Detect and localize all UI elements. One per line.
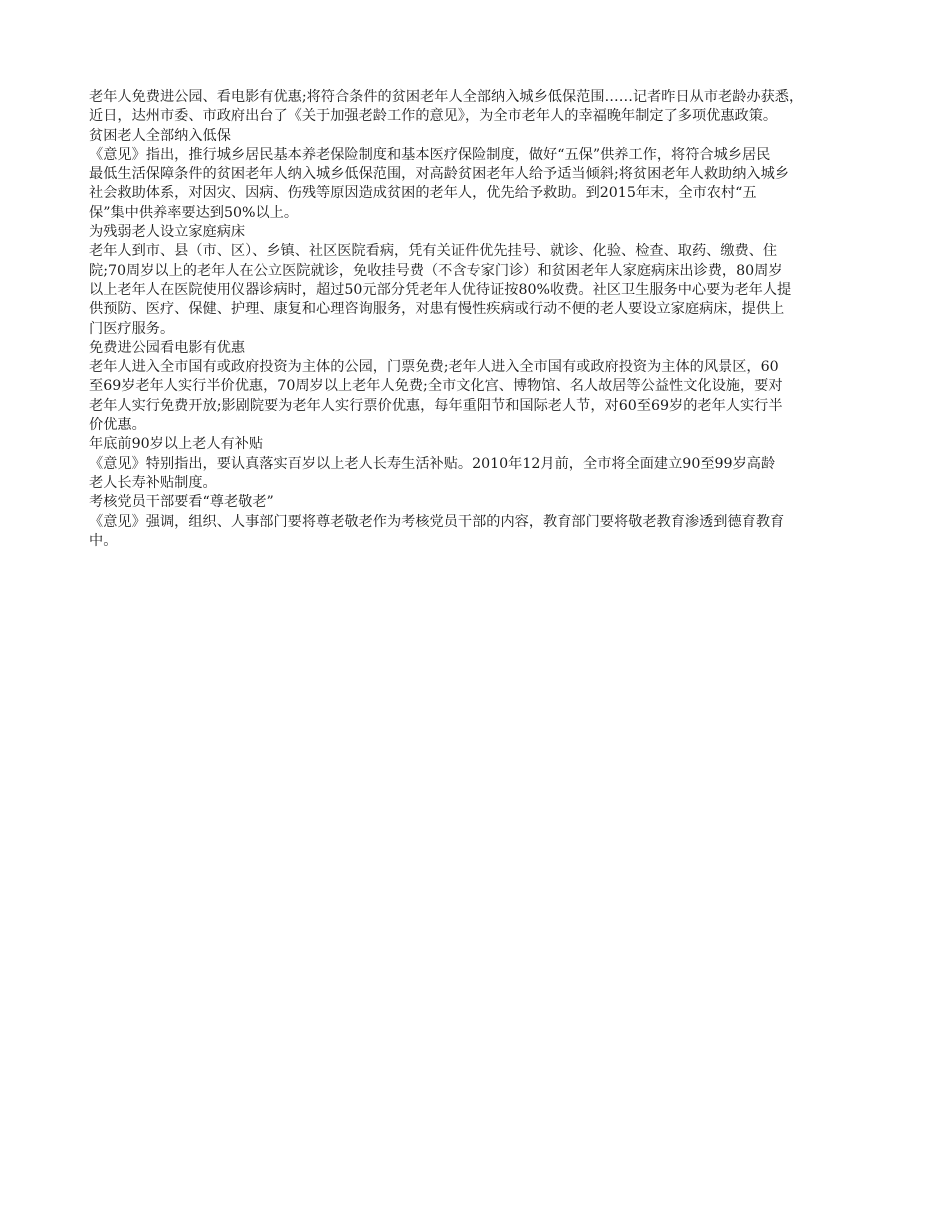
- document-body: [89, 88, 865, 551]
- section-paragraph-longevity-subsidy: 《意见》特别指出，要认真落实百岁以上老人长寿生活补贴。2010年12月前，全市将全面建立90至99岁高龄 老人长寿补贴制度。: [89, 455, 776, 491]
- intro-paragraph: 老年人免费进公园、看电影有优惠;将符合条件的贫困老年人全部纳入城乡低保范围……记者昨日从市老龄办获悉， 近日，达州市委、市政府出台了《关于加强老龄工作的意见》，为全市老年人的幸福晚年制定了多项优惠政策。: [89, 89, 804, 125]
- section-paragraph-low-income-security: 《意见》指出，推行城乡居民基本养老保险制度和基本医疗保险制度，做好“五保”供养工作，将符合城乡居民 最低生活保障条件的贫困老年人纳入城乡低保范围，对高龄贫困老年人给予适当倾斜;将贫困老年人救助纳入城乡 社会救助体系，对因灾、因病、伤残等原因造成贫困的老年人，优先给予救助。到2015年末，全市农村“五 保”集中供养率要达到50%以上。: [89, 146, 789, 221]
- section-paragraph-free-park-movie: 老年人进入全市国有或政府投资为主体的公园，门票免费;老年人进入全市国有或政府投资为主体的风景区，60 至69岁老年人实行半价优惠，70周岁以上老年人免费;全市文化宫、博物馆、名人故居等公益性文化设施，要对 老年人实行免费开放;影剧院要为老年人实行票价优惠，每年重阳节和国际老人节，对60至69岁的老年人实行半 价优惠。: [89, 359, 783, 434]
- section-heading-longevity-subsidy: 年底前90岁以上老人有补贴: [89, 436, 264, 453]
- section-heading-cadre-assessment: 考核党员干部要看“尊老敬老”: [89, 494, 274, 511]
- section-heading-low-income-security: 贫困老人全部纳入低保: [89, 127, 231, 144]
- section-paragraph-home-sickbed: 老年人到市、县（市、区）、乡镇、社区医院看病，凭有关证件优先挂号、就诊、化验、检查、取药、缴费、住 院;70周岁以上的老年人在公立医院就诊，免收挂号费（不含专家门诊）和贫困老年人家庭病床出诊费，80周岁 以上老年人在医院使用仪器诊病时，超过50元部分凭老年人优待证按80%收费。社区卫生服务中心要为老年人提 供预防、医疗、保健、护理、康复和心理咨询服务，对患有慢性疾病或行动不便的老人要设立家庭病床，提供上 门医疗服务。: [89, 243, 792, 337]
- section-heading-free-park-movie: 免费进公园看电影有优惠: [89, 339, 246, 356]
- section-heading-home-sickbed: 为残弱老人设立家庭病床: [89, 224, 246, 241]
- section-paragraph-cadre-assessment: 《意见》强调，组织、人事部门要将尊老敬老作为考核党员干部的内容，教育部门要将敬老教育渗透到德育教育 中。: [89, 513, 785, 549]
